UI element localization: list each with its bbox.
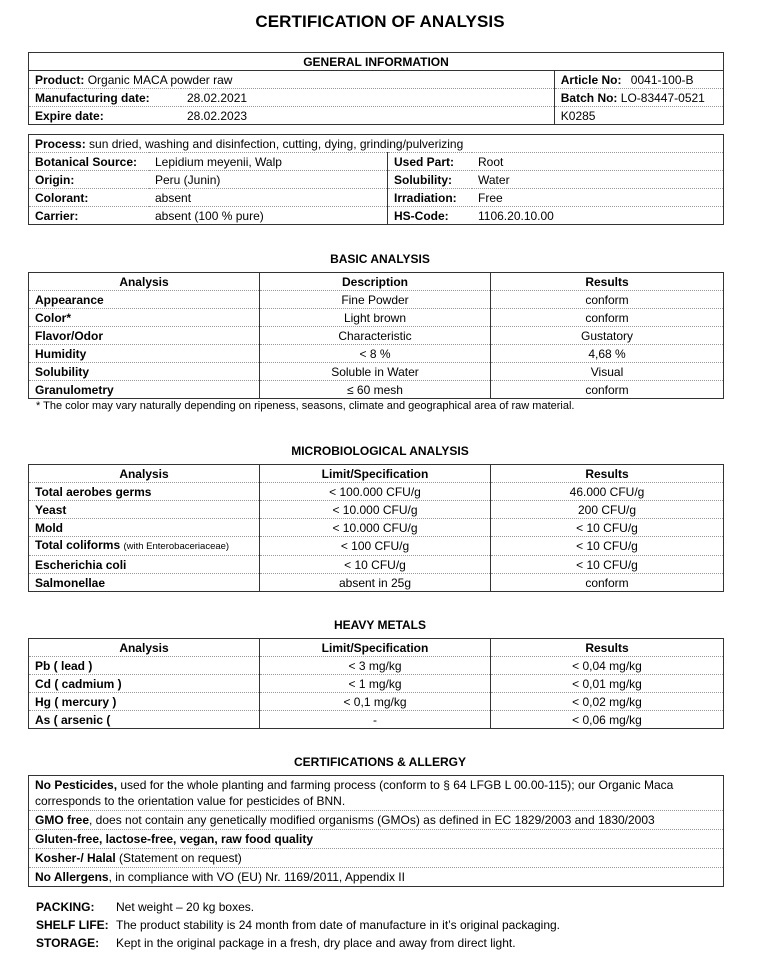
mfg-value: 28.02.2021 [181,89,554,107]
heavy-result: < 0,01 mg/kg [491,675,724,693]
basic-description: Fine Powder [260,291,491,309]
heavy-metal-name: Pb ( lead ) [29,657,260,675]
heavy-metal-name: Cd ( cadmium ) [29,675,260,693]
batch-value: LO-83447-0521 [620,90,705,105]
general-info-table [28,52,724,125]
basic-description: Light brown [260,309,491,327]
basic-analysis-name: Solubility [29,363,260,381]
carrier-value: absent (100 % pure) [149,207,388,225]
product-value: Organic MACA powder raw [87,72,233,87]
micro-analysis-heading: MICROBIOLOGICAL ANALYSIS [291,444,469,458]
micro-result: < 10 CFU/g [491,519,724,537]
article-cell [554,71,723,89]
table-row [29,327,724,345]
heavy-result: < 0,04 mg/kg [491,657,724,675]
mfg-label: Manufacturing date: [29,89,182,107]
certifications-heading: CERTIFICATIONS & ALLERGY [294,755,466,769]
cert-item: No Allergens, in compliance with VO (EU) Nr. 1169/2011, Appendix II [29,868,724,887]
carrier-label: Carrier: [29,207,150,225]
heavy-limit: < 3 mg/kg [260,657,491,675]
basic-analysis-name: Flavor/Odor [29,327,260,345]
micro-result: < 10 CFU/g [491,537,724,556]
basic-analysis-table [28,272,724,399]
used-part-label: Used Part: [388,153,473,171]
heavy-result: < 0,02 mg/kg [491,693,724,711]
hs-code-value: 1106.20.10.00 [472,207,724,225]
micro-analysis-name: Mold [29,519,260,537]
general-info-heading: GENERAL INFORMATION [29,53,724,71]
article-value: 0041-100-B [630,72,694,87]
table-row [29,537,724,556]
product-cell [29,71,555,89]
micro-limit: < 10.000 CFU/g [260,519,491,537]
table-row [29,657,724,675]
table-row [29,693,724,711]
colorant-label: Colorant: [29,189,150,207]
heavy-col-analysis: Analysis [29,639,260,657]
heavy-limit: < 1 mg/kg [260,675,491,693]
colorant-value: absent [149,189,388,207]
document-title: CERTIFICATION OF ANALYSIS [255,12,505,31]
product-code: K0285 [554,107,723,125]
table-row [29,574,724,592]
table-row [29,519,724,537]
micro-limit: < 10.000 CFU/g [260,501,491,519]
process-table [28,134,724,225]
table-row [29,556,724,574]
basic-result: conform [491,309,724,327]
table-row [29,868,724,887]
micro-col-limit: Limit/Specification [260,465,491,483]
micro-analysis-name: Total aerobes germs [29,483,260,501]
table-row [29,291,724,309]
process-value: sun dried, washing and disinfection, cutting, dying, grinding/pulverizing [89,136,464,151]
solubility-label: Solubility: [388,171,473,189]
micro-col-results: Results [491,465,724,483]
basic-description: Soluble in Water [260,363,491,381]
heavy-limit: - [260,711,491,729]
solubility-value: Water [472,171,724,189]
micro-limit: < 100 CFU/g [260,537,491,556]
micro-result: 200 CFU/g [491,501,724,519]
origin-label: Origin: [29,171,150,189]
irradiation-label: Irradiation: [388,189,473,207]
micro-analysis-name: Escherichia coli [29,556,260,574]
process-cell [29,135,724,153]
exp-value: 28.02.2023 [181,107,554,125]
table-row [29,849,724,868]
table-row [29,811,724,830]
storage-label: STORAGE: [36,936,100,950]
heavy-col-limit: Limit/Specification [260,639,491,657]
irradiation-value: Free [472,189,724,207]
basic-col-results: Results [491,273,724,291]
basic-description: Characteristic [260,327,491,345]
process-label: Process: [35,136,86,151]
article-label: Article No: [560,72,622,87]
table-row [29,363,724,381]
micro-analysis-name: Yeast [29,501,260,519]
heavy-metals-heading: HEAVY METALS [333,618,426,632]
batch-label: Batch No: [560,90,618,105]
botanical-label: Botanical Source: [29,153,150,171]
basic-analysis-name: Humidity [29,345,260,363]
color-footnote: * The color may vary naturally depending on ripeness, seasons, climate and geographical area of raw material. [36,400,575,412]
basic-analysis-name: Granulometry [29,381,260,399]
shelf-life-line [36,918,560,932]
hs-code-label: HS-Code: [388,207,473,225]
cert-item: Kosher-/ Halal (Statement on request) [29,849,724,868]
shelf-life-label: SHELF LIFE: [36,918,109,932]
basic-result: 4,68 % [491,345,724,363]
heavy-metals-table [28,638,724,729]
table-row [29,483,724,501]
micro-result: < 10 CFU/g [491,556,724,574]
cert-item: Gluten-free, lactose-free, vegan, raw food quality [29,830,724,849]
batch-cell [554,89,723,107]
table-row [29,830,724,849]
heavy-col-results: Results [491,639,724,657]
origin-value: Peru (Junin) [149,171,388,189]
basic-result: conform [491,291,724,309]
heavy-metal-name: Hg ( mercury ) [29,693,260,711]
basic-analysis-name: Appearance [29,291,260,309]
heavy-limit: < 0,1 mg/kg [260,693,491,711]
table-row [29,345,724,363]
product-label: Product: [35,72,85,87]
basic-analysis-heading: BASIC ANALYSIS [330,252,430,266]
table-row [29,675,724,693]
packing-line [36,900,254,914]
micro-analysis-table [28,464,724,592]
basic-result: conform [491,381,724,399]
coliforms-note: (with Enterobaceriaceae) [123,541,230,552]
micro-limit: < 10 CFU/g [260,556,491,574]
micro-result: 46.000 CFU/g [491,483,724,501]
heavy-metal-name: As ( arsenic ( [29,711,260,729]
micro-limit: absent in 25g [260,574,491,592]
table-row [29,381,724,399]
storage-line [36,936,516,950]
micro-limit: < 100.000 CFU/g [260,483,491,501]
used-part-value: Root [472,153,724,171]
basic-description: ≤ 60 mesh [260,381,491,399]
shelf-life-value: The product stability is 24 month from date of manufacture in it’s original packaging. [116,918,561,932]
heavy-result: < 0,06 mg/kg [491,711,724,729]
micro-col-analysis: Analysis [29,465,260,483]
exp-label: Expire date: [29,107,182,125]
cert-item: GMO free, does not contain any genetically modified organisms (GMOs) as defined in EC 1829/2003 and 1830/2003 [29,811,724,830]
table-row [29,711,724,729]
packing-value: Net weight – 20 kg boxes. [116,900,255,914]
basic-col-description: Description [260,273,491,291]
basic-result: Gustatory [491,327,724,345]
micro-result: conform [491,574,724,592]
cert-item: No Pesticides, used for the whole planting and farming process (conform to § 64 LFGB L 00.00-115); our Organic Maca corresponds to the orientation value for pesticides of BNN. [29,776,724,811]
table-row [29,501,724,519]
basic-col-analysis: Analysis [29,273,260,291]
basic-description: < 8 % [260,345,491,363]
storage-value: Kept in the original package in a fresh, dry place and away from direct light. [116,936,516,950]
packing-label: PACKING: [36,900,95,914]
table-row [29,309,724,327]
basic-analysis-name: Color* [29,309,260,327]
botanical-value: Lepidium meyenii, Walp [149,153,388,171]
micro-analysis-name: Salmonellae [29,574,260,592]
table-row [29,776,724,811]
certifications-table [28,775,724,887]
basic-result: Visual [491,363,724,381]
micro-analysis-name: Total coliforms (with Enterobaceriaceae) [29,537,260,556]
